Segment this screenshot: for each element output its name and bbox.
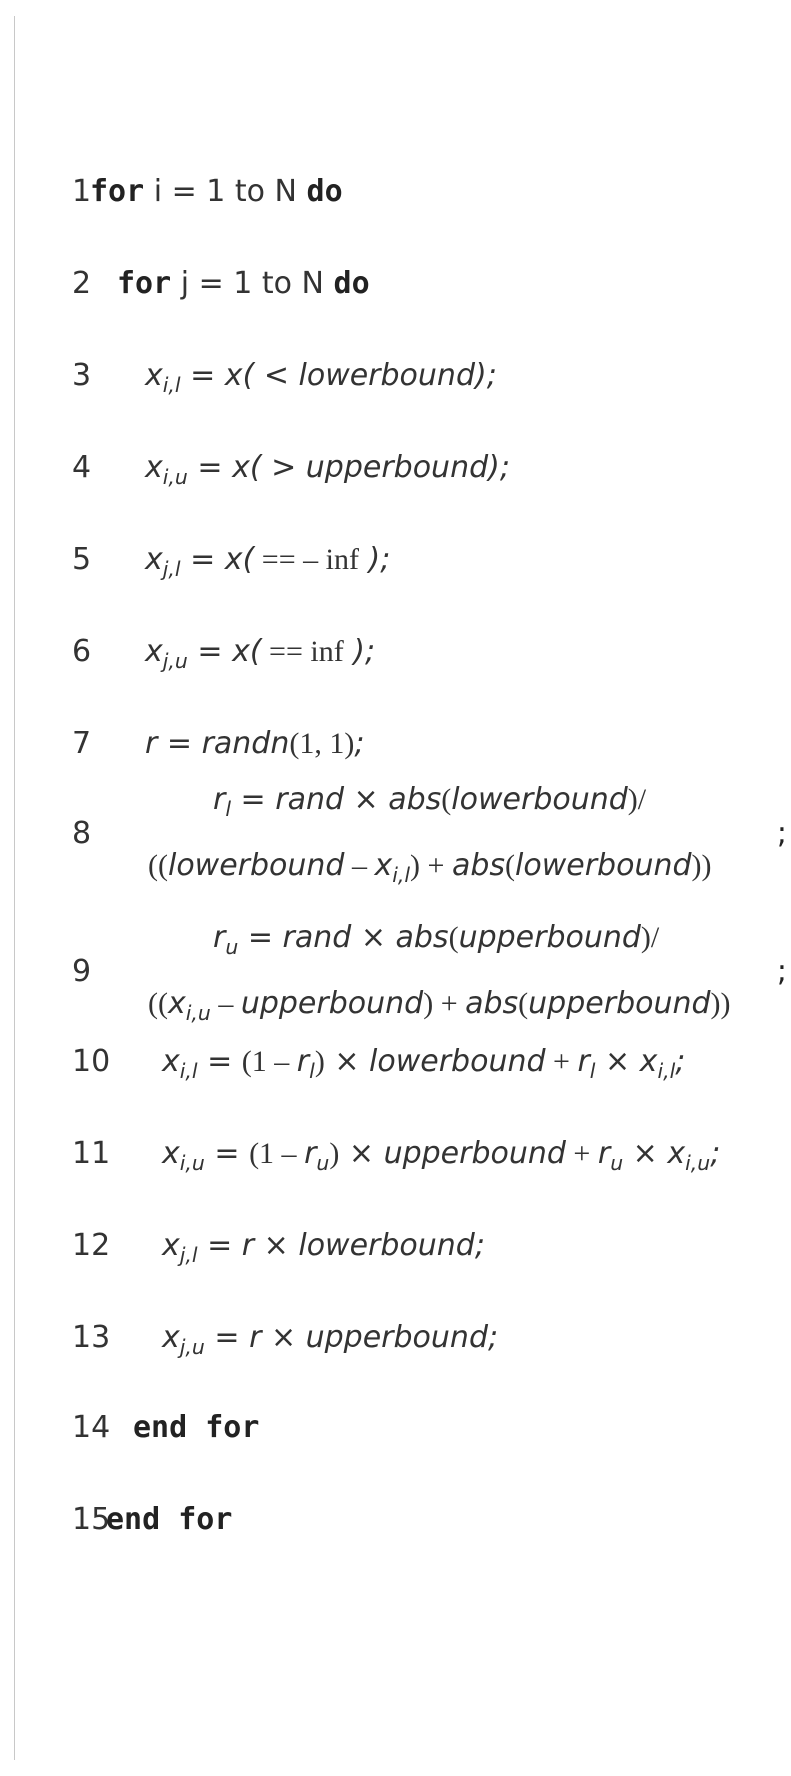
code-text: r = randn(1, 1); (145, 726, 365, 761)
code-line-5 (0, 540, 791, 620)
keyword-for: for (117, 266, 172, 301)
statement-terminator: ; (776, 954, 787, 989)
code-text: $x_{j,l} = x$( == – inf ); (145, 542, 391, 582)
code-line-6 (0, 632, 791, 712)
code-line-2 (0, 264, 791, 344)
line-number: 6 (72, 634, 92, 669)
code-text: $x_{j,u} = x$( == inf ); (145, 634, 376, 674)
code-text: $x_{j,l} = r$ × lowerbound; (162, 1228, 485, 1268)
line-number: 12 (72, 1228, 111, 1263)
keyword-do: do (333, 266, 370, 301)
formula-numerator: $r_u$ = rand × abs(upperbound)/ (213, 920, 660, 960)
code-text: $x_{i,u} = x$( > upperbound); (145, 450, 510, 490)
code-text (117, 264, 370, 304)
keyword-end-for: end for (133, 1410, 260, 1445)
code-line-12 (0, 1226, 791, 1306)
line-number: 5 (72, 542, 92, 577)
code-text: $x_{i,u} = (1 - r_u)$ × upperbound + $r_u \times x_{i,u}$; (162, 1136, 721, 1176)
code-line-10 (0, 1042, 791, 1122)
line-number: 3 (72, 358, 92, 393)
line-number: 4 (72, 450, 92, 485)
line-number: 8 (72, 816, 92, 851)
code-line-9 (0, 918, 791, 1028)
code-line-4 (0, 448, 791, 528)
statement-terminator: ; (776, 816, 787, 851)
line-number: 13 (72, 1320, 111, 1355)
code-line-3 (0, 356, 791, 436)
loop-range: i = 1 to N (144, 174, 307, 209)
keyword-do: do (306, 174, 343, 209)
line-number: 14 (72, 1410, 111, 1445)
formula-denominator: ((lowerbound – $x_{i,l}$) + abs(lowerbound)) (148, 848, 712, 888)
keyword-end-for: end for (106, 1502, 233, 1537)
formula-denominator: (($x_{i,u}$ – upperbound) + abs(upperbound)) (148, 986, 731, 1026)
formula-numerator: $r_l$ = rand × abs(lowerbound)/ (213, 782, 647, 822)
code-line-14 (0, 1408, 791, 1488)
line-number: 2 (72, 266, 92, 301)
code-line-13 (0, 1318, 791, 1398)
line-number: 10 (72, 1044, 111, 1079)
keyword-for: for (90, 174, 145, 209)
line-number: 9 (72, 954, 92, 989)
code-text: $x_{j,u} = r$ × upperbound; (162, 1320, 499, 1360)
line-number: 11 (72, 1136, 111, 1171)
line-number: 1 (72, 174, 92, 209)
loop-range: j = 1 to N (171, 266, 334, 301)
code-line-15 (0, 1500, 791, 1580)
code-text (90, 172, 343, 212)
code-text: $x_{i,l} = x$( < lowerbound); (145, 358, 497, 398)
code-text: $x_{i,l} = (1 - r_l)$ × lowerbound + $r_l \times x_{i,l}$; (162, 1044, 686, 1084)
line-number: 15 (72, 1502, 111, 1537)
code-line-11 (0, 1134, 791, 1214)
code-line-1 (0, 172, 791, 252)
code-line-8 (0, 780, 791, 890)
line-number: 7 (72, 726, 92, 761)
